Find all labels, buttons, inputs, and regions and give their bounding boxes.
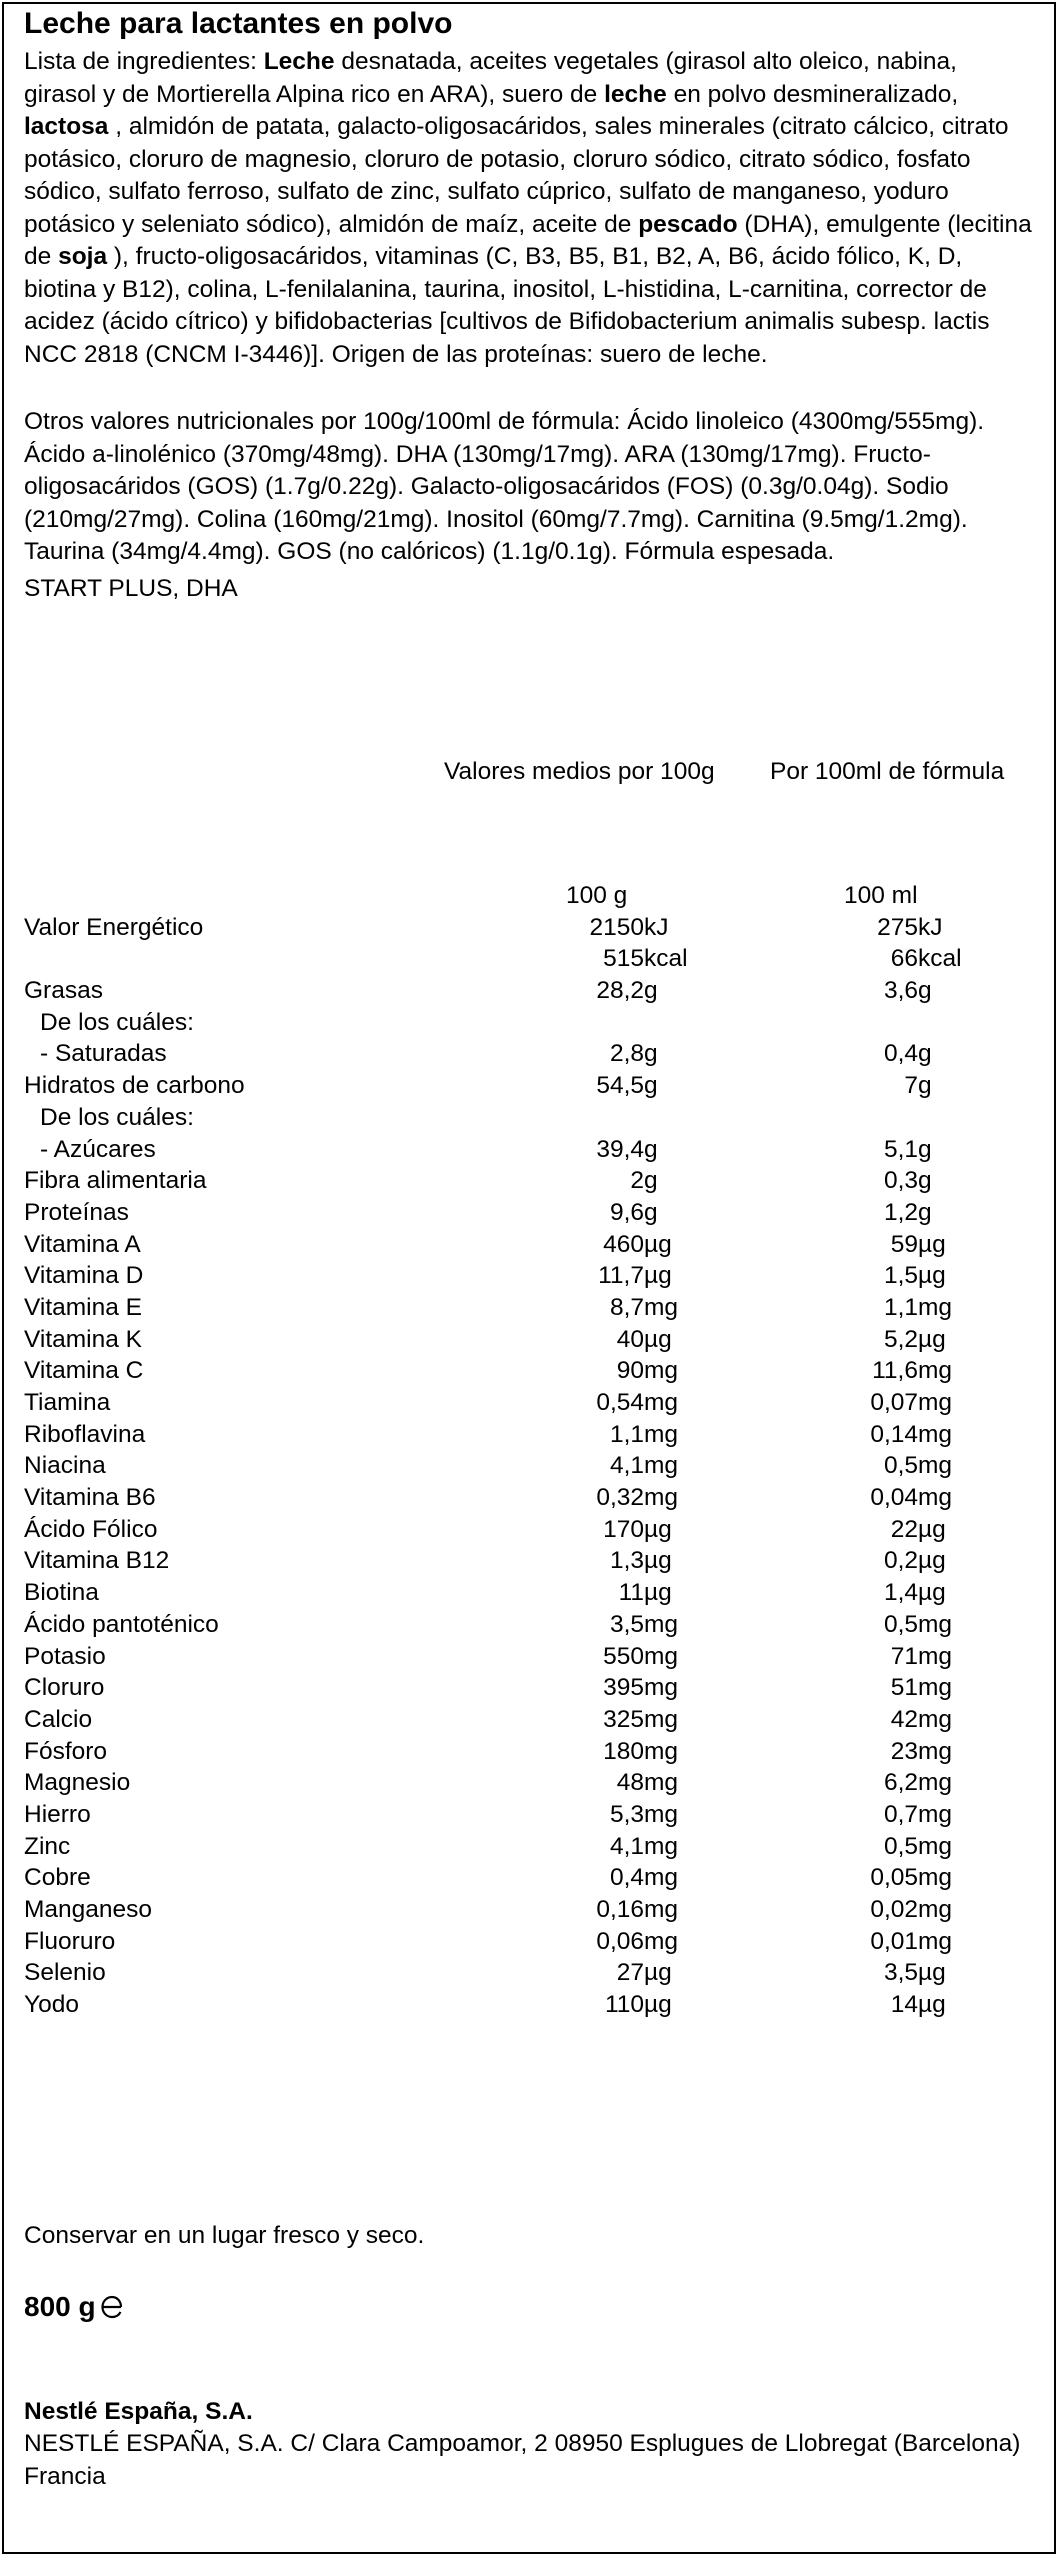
value-per-100ml: 275: [877, 913, 918, 941]
unit-per-100ml: mg: [918, 1389, 953, 1416]
unit-per-100ml: mg: [918, 1642, 953, 1670]
unit-per-100g: g: [644, 977, 658, 1005]
nutrient-label: - Saturadas: [40, 1040, 167, 1068]
unit-per-100g: µg: [644, 1230, 672, 1258]
value-per-100g: 460: [603, 1230, 644, 1258]
nutrition-row: [24, 1545, 1034, 1577]
ingredient-text: desnatada, aceites vegetales (girasol alto oleico, nabina, girasol y de Mortierella Alpina rico en ARA), suero de: [24, 48, 957, 108]
value-per-100g: 2,8: [609, 1040, 644, 1068]
unit-per-100g: mg: [644, 1452, 679, 1480]
company-address: NESTLÉ ESPAÑA, S.A. C/ Clara Campoamor, 2 08950 Esplugues de Llobregat (Barcelona): [24, 2430, 1021, 2457]
allergen-highlight: leche: [604, 80, 667, 108]
nutrition-row: [24, 1577, 1034, 1609]
value-per-100g: 39,4: [596, 1135, 644, 1163]
nutrient-label: Vitamina D: [24, 1262, 144, 1290]
nutrient-label: Selenio: [24, 1959, 106, 1987]
value-per-100g: 8,7: [609, 1293, 644, 1321]
unit-per-100g: mg: [644, 1800, 679, 1828]
nutrient-label: Cloruro: [24, 1674, 105, 1702]
value-per-100ml: 14: [890, 1991, 918, 2019]
nutrient-label: Vitamina C: [24, 1357, 144, 1385]
unit-per-100ml: µg: [918, 1959, 946, 1987]
value-per-100g: 0,4: [609, 1864, 644, 1892]
value-per-100g: 0,32: [596, 1484, 644, 1512]
value-per-100ml: 0,05: [870, 1864, 918, 1892]
nutrition-row: [24, 943, 1034, 975]
nutrient-label: Tiamina: [24, 1389, 111, 1416]
unit-per-100g: mg: [644, 1610, 679, 1638]
nutrition-row: [24, 1038, 1034, 1070]
nutrient-label: Vitamina B6: [24, 1484, 156, 1512]
company-info: [24, 2396, 1034, 2493]
unit-per-100ml: g: [918, 1040, 932, 1068]
unit-per-100g: mg: [644, 1389, 679, 1416]
value-per-100g: 0,16: [596, 1896, 644, 1923]
label-frame: [2, 2, 1056, 2554]
value-per-100ml: 0,5: [883, 1610, 918, 1638]
nutrient-label: Vitamina K: [24, 1325, 143, 1353]
unit-per-100ml: µg: [918, 1515, 946, 1543]
unit-per-100g: mg: [644, 1737, 679, 1765]
nutrient-label: Fósforo: [24, 1737, 108, 1765]
value-per-100ml: 71: [890, 1642, 918, 1670]
company-country: Francia: [24, 2462, 106, 2490]
value-per-100ml: 0,2: [883, 1547, 918, 1575]
value-per-100g: 28,2: [596, 977, 644, 1005]
unit-per-100ml: mg: [918, 1927, 953, 1955]
nutrient-label: Yodo: [24, 1991, 79, 2019]
unit-per-100g: µg: [644, 1325, 672, 1353]
unit-per-100ml: mg: [918, 1357, 953, 1385]
value-per-100g: 0,06: [596, 1927, 644, 1955]
header-per-100g: Valores medios por 100g: [444, 758, 715, 785]
nutrient-label: Vitamina E: [24, 1293, 143, 1321]
nutrition-row: [24, 1957, 1034, 1989]
nutrition-row: [24, 1387, 1034, 1419]
unit-per-100g: mg: [644, 1832, 679, 1860]
allergen-highlight: soja: [58, 243, 108, 270]
value-per-100ml: 1,1: [883, 1293, 918, 1321]
value-per-100g: 395: [603, 1674, 644, 1702]
unit-per-100ml: mg: [918, 1896, 953, 1923]
nutrition-row: [24, 1704, 1034, 1736]
nutrition-row: [24, 1229, 1034, 1261]
unit-per-100ml: g: [918, 1167, 932, 1195]
value-per-100g: 4,1: [609, 1832, 644, 1860]
nutrient-label: Fibra alimentaria: [24, 1167, 207, 1195]
unit-per-100g: mg: [644, 1357, 679, 1385]
nutrition-row: [24, 975, 1034, 1007]
unit-per-100ml: g: [918, 1135, 932, 1163]
value-per-100ml: 0,5: [883, 1832, 918, 1860]
unit-per-100ml: mg: [918, 1484, 953, 1512]
nutrition-row: [24, 1831, 1034, 1863]
net-weight-value: 800 g: [24, 2291, 96, 2322]
value-per-100g: 48: [616, 1769, 644, 1797]
unit-per-100g: µg: [644, 1547, 672, 1575]
product-title: Leche para lactantes en polvo: [24, 7, 453, 40]
unit-per-100g: µg: [644, 1515, 672, 1543]
unit-per-100g: g: [644, 1167, 658, 1195]
unit-per-100ml: µg: [918, 1547, 946, 1575]
unit-per-100ml: µg: [918, 1579, 946, 1607]
nutrition-row: [24, 1926, 1034, 1958]
value-per-100ml: 3,6: [883, 977, 918, 1005]
other-nutritional-values: Otros valores nutricionales por 100g/100ml de fórmula: Ácido linoleico (4300mg/555mg). Ácido a-linolénico (370mg/48mg). DHA (130mg/17mg). ARA (130mg/17mg). Fructo-oligosacáridos (GOS) (1.7g/0.22g). Galacto-oligosacáridos (FOS) (0.3g/0.04g). Sodio (210mg/27mg). Colina (160mg/21mg). Inositol (60mg/7.7mg). Carnitina (9.5mg/1.2mg). Taurina (34mg/4.4mg). GOS (no calóricos) (1.1g/0.1g). Fórmula espesada.: [24, 408, 985, 565]
value-per-100ml: 3,5: [883, 1959, 918, 1987]
nutrition-row: [24, 1260, 1034, 1292]
nutrition-row: [24, 1767, 1034, 1799]
table-units-row: [24, 880, 1034, 912]
value-per-100ml: 23: [890, 1737, 918, 1765]
unit-per-100g: mg: [644, 1484, 679, 1512]
value-per-100g: 4,1: [609, 1452, 644, 1480]
value-per-100g: 27: [616, 1959, 644, 1987]
value-per-100ml: 22: [890, 1515, 918, 1543]
value-per-100ml: 5,1: [883, 1135, 918, 1163]
unit-per-100g: mg: [644, 1769, 679, 1797]
unit-per-100g: g: [644, 1040, 658, 1068]
nutrition-row: [24, 1514, 1034, 1546]
unit-per-100ml: kcal: [918, 945, 962, 973]
unit-per-100g: µg: [644, 1262, 672, 1290]
value-per-100g: 3,5: [609, 1610, 644, 1638]
allergen-highlight: lactosa: [24, 113, 109, 140]
nutrition-row: [24, 1672, 1034, 1704]
unit-per-100ml: µg: [918, 1262, 946, 1290]
nutrient-label: Ácido Fólico: [24, 1515, 158, 1543]
nutrient-label: - Azúcares: [40, 1135, 156, 1163]
unit-per-100ml: mg: [918, 1610, 953, 1638]
storage-instructions: Conservar en un lugar fresco y seco.: [24, 2222, 425, 2249]
nutrient-label: Biotina: [24, 1579, 99, 1607]
unit-per-100g: mg: [644, 1420, 679, 1448]
value-per-100g: 1,1: [609, 1420, 644, 1448]
unit-header-100g: 100 g: [566, 882, 628, 909]
nutrition-row: [24, 1419, 1034, 1451]
value-per-100g: 9,6: [609, 1198, 644, 1226]
unit-per-100ml: kJ: [918, 913, 943, 941]
ingredients-text: [24, 46, 1034, 371]
unit-per-100ml: µg: [918, 1991, 946, 2019]
nutrient-label: Valor Energético: [24, 913, 204, 941]
nutrition-row: [24, 1894, 1034, 1926]
nutrient-label: Proteínas: [24, 1198, 129, 1226]
unit-per-100g: g: [644, 1135, 658, 1163]
unit-per-100ml: mg: [918, 1800, 953, 1828]
value-per-100g: 40: [616, 1325, 644, 1353]
nutrition-row: [24, 1102, 1034, 1134]
unit-per-100ml: µg: [918, 1230, 946, 1258]
unit-per-100ml: mg: [918, 1864, 953, 1892]
nutrient-label: Niacina: [24, 1452, 106, 1480]
unit-per-100ml: g: [918, 1198, 932, 1226]
estimated-sign-icon: [100, 2294, 124, 2320]
unit-per-100ml: g: [918, 977, 932, 1005]
allergen-highlight: pescado: [638, 210, 738, 238]
nutrition-row: [24, 1450, 1034, 1482]
nutrition-row: [24, 1355, 1034, 1387]
value-per-100ml: 0,07: [870, 1389, 918, 1416]
value-per-100g: 1,3: [609, 1547, 644, 1575]
value-per-100ml: 59: [890, 1230, 918, 1258]
label-content: [24, 4, 1034, 2490]
unit-per-100g: mg: [644, 1642, 679, 1670]
header-per-100ml: Por 100ml de fórmula: [770, 758, 1005, 785]
value-per-100ml: 0,04: [870, 1484, 918, 1512]
nutrition-row: [24, 1165, 1034, 1197]
nutrition-row: [24, 1799, 1034, 1831]
nutrient-label: De los cuáles:: [40, 1008, 194, 1036]
unit-per-100g: mg: [644, 1864, 679, 1892]
value-per-100g: 325: [603, 1705, 644, 1733]
unit-per-100g: g: [644, 1198, 658, 1226]
nutrient-label: Potasio: [24, 1642, 106, 1670]
nutrition-row: [24, 912, 1034, 944]
unit-per-100ml: mg: [918, 1705, 953, 1733]
nutrient-label: Riboflavina: [24, 1420, 146, 1448]
value-per-100g: 2: [630, 1167, 644, 1195]
unit-per-100ml: µg: [918, 1325, 946, 1353]
nutrient-label: Vitamina B12: [24, 1547, 170, 1575]
nutrient-label: Hidratos de carbono: [24, 1072, 245, 1100]
ingredient-text: (DHA), emulgente (lecitina de: [24, 210, 1032, 270]
value-per-100g: 170: [603, 1515, 644, 1543]
unit-per-100g: µg: [644, 1579, 672, 1607]
value-per-100ml: 1,4: [883, 1579, 918, 1607]
unit-per-100g: mg: [644, 1293, 679, 1321]
value-per-100ml: 0,01: [870, 1927, 918, 1955]
unit-per-100ml: mg: [918, 1832, 953, 1860]
ingredient-text: en polvo desmineralizado,: [666, 80, 959, 108]
nutrient-label: De los cuáles:: [40, 1103, 194, 1131]
unit-per-100ml: mg: [918, 1420, 953, 1448]
value-per-100ml: 6,2: [883, 1769, 918, 1797]
value-per-100ml: 11,6: [872, 1357, 918, 1385]
nutrient-label: Ácido pantoténico: [24, 1610, 219, 1638]
value-per-100g: 90: [616, 1357, 644, 1385]
value-per-100g: 54,5: [596, 1072, 644, 1100]
unit-per-100ml: mg: [918, 1769, 953, 1797]
unit-per-100g: kJ: [644, 913, 669, 941]
value-per-100g: 2150: [589, 913, 644, 941]
value-per-100ml: 0,7: [883, 1800, 918, 1828]
value-per-100ml: 0,4: [883, 1040, 918, 1068]
unit-per-100g: kcal: [644, 945, 688, 973]
nutrient-label: Manganeso: [24, 1896, 153, 1923]
unit-per-100ml: mg: [918, 1293, 953, 1321]
ingredient-text: , almidón de patata, galacto-oligosacáridos, sales minerales (citrato cálcico, citrato potásico, cloruro de magnesio, cloruro de potasio, cloruro sódico, citrato sódico, fosfato sódico, sulfato ferroso, sulfato de zinc, sulfato cúprico, sulfato de manganeso, yoduro potásico y seleniato sódico), almidón de maíz, aceite de: [24, 113, 1009, 238]
allergen-highlight: Leche: [263, 48, 335, 75]
nutrient-label: Magnesio: [24, 1769, 131, 1797]
unit-per-100ml: mg: [918, 1737, 953, 1765]
value-per-100g: 0,54: [596, 1389, 644, 1416]
value-per-100g: 515: [603, 945, 644, 973]
nutrition-row: [24, 1070, 1034, 1102]
unit-per-100g: mg: [644, 1674, 679, 1702]
value-per-100g: 11: [618, 1579, 644, 1607]
value-per-100g: 11,7: [598, 1262, 644, 1290]
product-range: START PLUS, DHA: [24, 574, 238, 602]
nutrient-label: Hierro: [24, 1800, 91, 1828]
nutrition-row: [24, 1641, 1034, 1673]
value-per-100ml: 1,2: [883, 1198, 918, 1226]
value-per-100g: 110: [604, 1991, 644, 2019]
value-per-100ml: 7: [904, 1072, 918, 1100]
nutrition-row: [24, 1609, 1034, 1641]
value-per-100ml: 5,2: [883, 1325, 918, 1353]
unit-per-100g: µg: [644, 1991, 672, 2019]
nutrition-row: [24, 1862, 1034, 1894]
nutrient-label: Cobre: [24, 1864, 91, 1892]
value-per-100ml: 0,14: [870, 1420, 918, 1448]
nutrition-row: [24, 1007, 1034, 1039]
value-per-100ml: 0,3: [883, 1167, 918, 1195]
unit-per-100ml: mg: [918, 1674, 953, 1702]
value-per-100ml: 51: [890, 1674, 918, 1702]
nutrient-label: Grasas: [24, 977, 103, 1005]
ingredient-text: Lista de ingredientes:: [24, 48, 264, 75]
ingredient-text: ), fructo-oligosacáridos, vitaminas (C, B3, B5, B1, B2, A, B6, ácido fólico, K, D, biotina y B12), colina, L-fenilalanina, taurina, inositol, L-histidina, L-carnitina, corrector de acidez (ácido cítrico) y bifidobacterias [cultivos de Bifidobacterium animalis subesp. lactis NCC 2818 (CNCM I-3446)]. Origen de las proteínas: suero de leche.: [24, 243, 990, 368]
value-per-100ml: 0,5: [883, 1452, 918, 1480]
net-weight: [24, 2290, 124, 2324]
nutrition-row: [24, 1736, 1034, 1768]
unit-per-100g: mg: [644, 1896, 679, 1923]
nutrition-row: [24, 1292, 1034, 1324]
nutrition-row: [24, 1989, 1034, 2021]
value-per-100ml: 0,02: [870, 1896, 918, 1923]
value-per-100g: 550: [603, 1642, 644, 1670]
nutrition-row: [24, 1197, 1034, 1229]
nutrient-label: Fluoruro: [24, 1927, 116, 1955]
company-name: Nestlé España, S.A.: [24, 2398, 253, 2425]
value-per-100g: 5,3: [609, 1800, 644, 1828]
unit-per-100g: g: [644, 1072, 658, 1100]
nutrient-label: Vitamina A: [24, 1230, 141, 1258]
value-per-100ml: 66: [890, 945, 918, 973]
nutrient-label: Zinc: [24, 1832, 71, 1860]
value-per-100ml: 42: [890, 1705, 918, 1733]
value-per-100g: 180: [603, 1737, 644, 1765]
unit-per-100g: mg: [644, 1705, 679, 1733]
value-per-100ml: 1,5: [883, 1262, 918, 1290]
unit-per-100ml: g: [918, 1072, 932, 1100]
nutrition-table: [24, 880, 1034, 2021]
unit-per-100g: µg: [644, 1959, 672, 1987]
nutrient-label: Calcio: [24, 1705, 93, 1733]
nutrition-row: [24, 1482, 1034, 1514]
nutrition-row: [24, 1134, 1034, 1166]
unit-per-100ml: mg: [918, 1452, 953, 1480]
nutrition-row: [24, 1324, 1034, 1356]
unit-header-100ml: 100 ml: [844, 882, 918, 909]
unit-per-100g: mg: [644, 1927, 679, 1955]
